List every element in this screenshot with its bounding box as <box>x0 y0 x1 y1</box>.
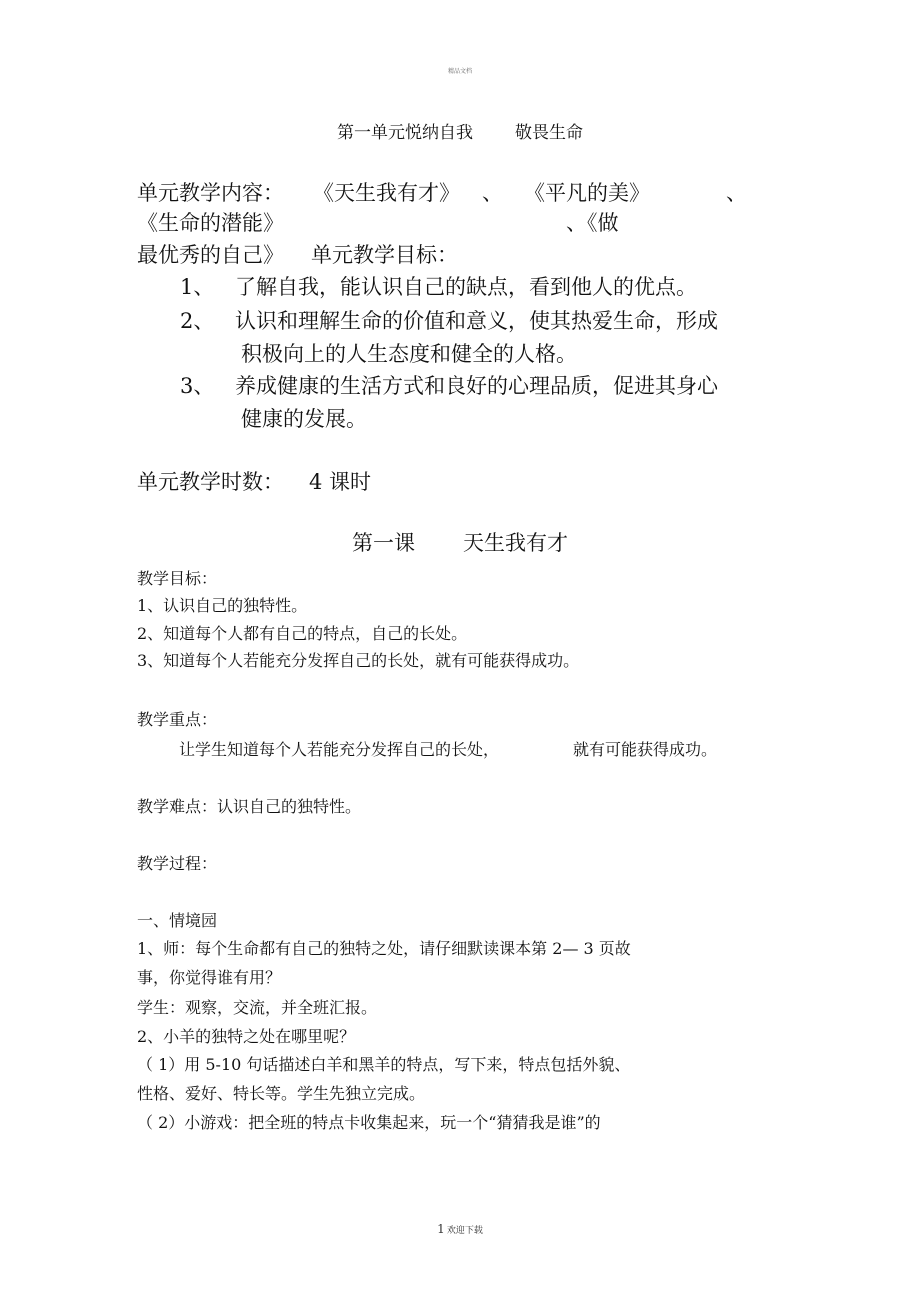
goal-3-number: 3、 <box>180 374 215 398</box>
goal-2-number: 2、 <box>180 309 215 333</box>
key-point-text-1: 让学生知道每个人若能充分发挥自己的长处， <box>179 740 500 759</box>
goal-3-text-line2: 健康的发展。 <box>241 407 367 431</box>
lesson-title-part1: 第一课 <box>352 531 415 555</box>
page-number: 1 <box>437 1222 445 1236</box>
process-line: 性格、爱好、特长等。学生先独立完成。 <box>137 1084 426 1103</box>
unit-title <box>0 118 920 143</box>
unit-title-part2: 敬畏生命 <box>515 123 583 143</box>
lesson-title-part2: 天生我有才 <box>463 531 568 555</box>
goal-2-text-line2: 积极向上的人生态度和健全的人格。 <box>241 342 577 366</box>
process-line: （ 1）用 5-10 句话描述白羊和黑羊的特点，写下来，特点包括外貌、 <box>137 1055 631 1074</box>
objectives-label: 教学目标： <box>137 569 218 588</box>
process-line: 事，你觉得谁有用？ <box>137 968 282 987</box>
goal-1-text: 了解自我，能认识自己的缺点，看到他人的优点。 <box>235 275 697 299</box>
unit-hours-value: 4 课时 <box>309 470 372 494</box>
process-line: 学生：观察，交流，并全班汇报。 <box>137 998 378 1017</box>
goal-3-text-line1: 养成健康的生活方式和良好的心理品质，促进其身心 <box>235 374 718 398</box>
unit-goals-label: 单元教学目标： <box>311 243 458 267</box>
process-section-title: 一、情境园 <box>137 911 218 930</box>
process-line: 2、小羊的独特之处在哪里呢？ <box>137 1027 356 1046</box>
unit-content-sep3: 、《做 <box>566 211 619 235</box>
difficulty-text: 教学难点：认识自己的独特性。 <box>137 797 362 816</box>
unit-content-label: 单元教学内容： <box>137 181 284 205</box>
objective-item-3: 3、知道每个人若能充分发挥自己的长处，就有可能获得成功。 <box>137 651 580 670</box>
objective-item-2: 2、知道每个人都有自己的特点，自己的长处。 <box>137 624 468 643</box>
objective-item-1: 1、认识自己的独特性。 <box>137 596 308 615</box>
unit-content-book3: 《生命的潜能》 <box>137 211 284 235</box>
unit-content-book4-end: 最优秀的自己》 <box>137 243 284 267</box>
goal-2-text-line1: 认识和理解生命的价值和意义，使其热爱生命，形成 <box>235 309 718 333</box>
unit-content-sep2: 、 <box>726 181 747 205</box>
unit-content-book1: 《天生我有才》 <box>313 181 460 205</box>
unit-content-book2: 《平凡的美》 <box>524 181 650 205</box>
process-label: 教学过程： <box>137 854 218 873</box>
unit-hours-label: 单元教学时数： <box>137 470 284 494</box>
unit-title-part1: 第一单元悦纳自我 <box>337 123 473 143</box>
process-line: 1、师：每个生命都有自己的独特之处，请仔细默读课本第 2— 3 页故 <box>137 939 631 958</box>
key-point-text-2: 就有可能获得成功。 <box>573 740 718 759</box>
unit-content-sep1: 、 <box>482 181 503 205</box>
footer-text: 欢迎下载 <box>446 1226 483 1236</box>
header-watermark: 精品文档 <box>447 68 472 75</box>
process-line: （ 2）小游戏：把全班的特点卡收集起来，玩一个“猜猜我是谁”的 <box>137 1113 601 1132</box>
page-footer <box>0 1222 920 1236</box>
lesson-title <box>0 527 920 557</box>
key-point-label: 教学重点： <box>137 710 218 729</box>
goal-1-number: 1、 <box>180 275 215 299</box>
